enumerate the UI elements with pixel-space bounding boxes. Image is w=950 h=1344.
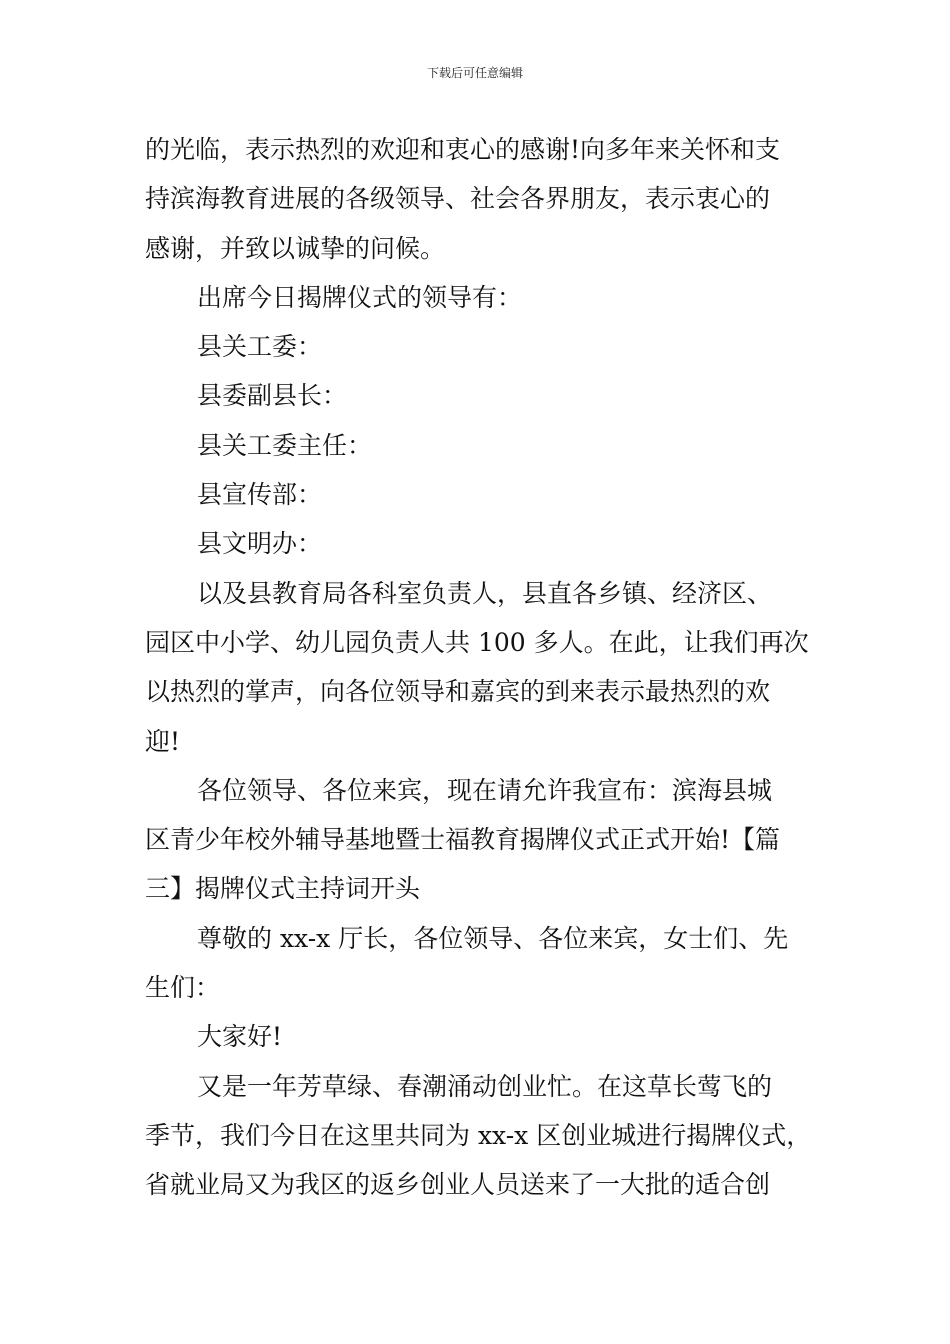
text-line: 省就业局又为我区的返乡创业人员送来了一大批的适合创 xyxy=(145,1170,771,1200)
text-line: 县宣传部： xyxy=(197,480,323,510)
text-line: 又是一年芳草绿、春潮涌动创业忙。在这草长莺飞的 xyxy=(197,1071,773,1101)
text-line: 县文明办： xyxy=(197,529,323,559)
text-line: 季节，我们今日在这里共同为 xx-x 区创业城进行揭牌仪式， xyxy=(145,1120,812,1150)
text-line: 感谢，并致以诚挚的问候。 xyxy=(145,233,446,263)
text-line: 大家好! xyxy=(197,1022,283,1052)
text-line: 尊敬的 xx-x 厅长，各位领导、各位来宾，女士们、先 xyxy=(197,923,789,953)
text-line: 生们： xyxy=(145,973,221,1003)
text-line: 以及县教育局各科室负责人，县直各乡镇、经济区、 xyxy=(197,578,773,608)
text-line: 以热烈的掌声，向各位领导和嘉宾的到来表示最热烈的欢 xyxy=(145,677,771,707)
text-line: 区青少年校外辅导基地暨士福教育揭牌仪式正式开始!【篇 xyxy=(145,825,781,855)
text-line: 园区中小学、幼儿园负责人共 100 多人。在此，让我们再次 xyxy=(145,627,809,657)
text-line: 县委副县长： xyxy=(197,381,348,411)
page-header-note: 下载后可任意编辑 xyxy=(426,66,523,80)
text-line: 县关工委主任： xyxy=(197,430,373,460)
text-line: 持滨海教育进展的各级领导、社会各界朋友，表示衷心的 xyxy=(145,184,771,214)
text-line: 迎! xyxy=(145,726,181,756)
document-body xyxy=(145,125,815,1210)
text-line: 的光临，表示热烈的欢迎和衷心的感谢!向多年来关怀和支 xyxy=(145,135,781,164)
text-line: 出席今日揭牌仪式的领导有： xyxy=(197,282,523,312)
text-line: 三】揭牌仪式主持词开头 xyxy=(145,874,421,904)
text-line: 各位领导、各位来宾，现在请允许我宣布：滨海县城 xyxy=(197,775,773,805)
text-line: 县关工委： xyxy=(197,332,323,362)
